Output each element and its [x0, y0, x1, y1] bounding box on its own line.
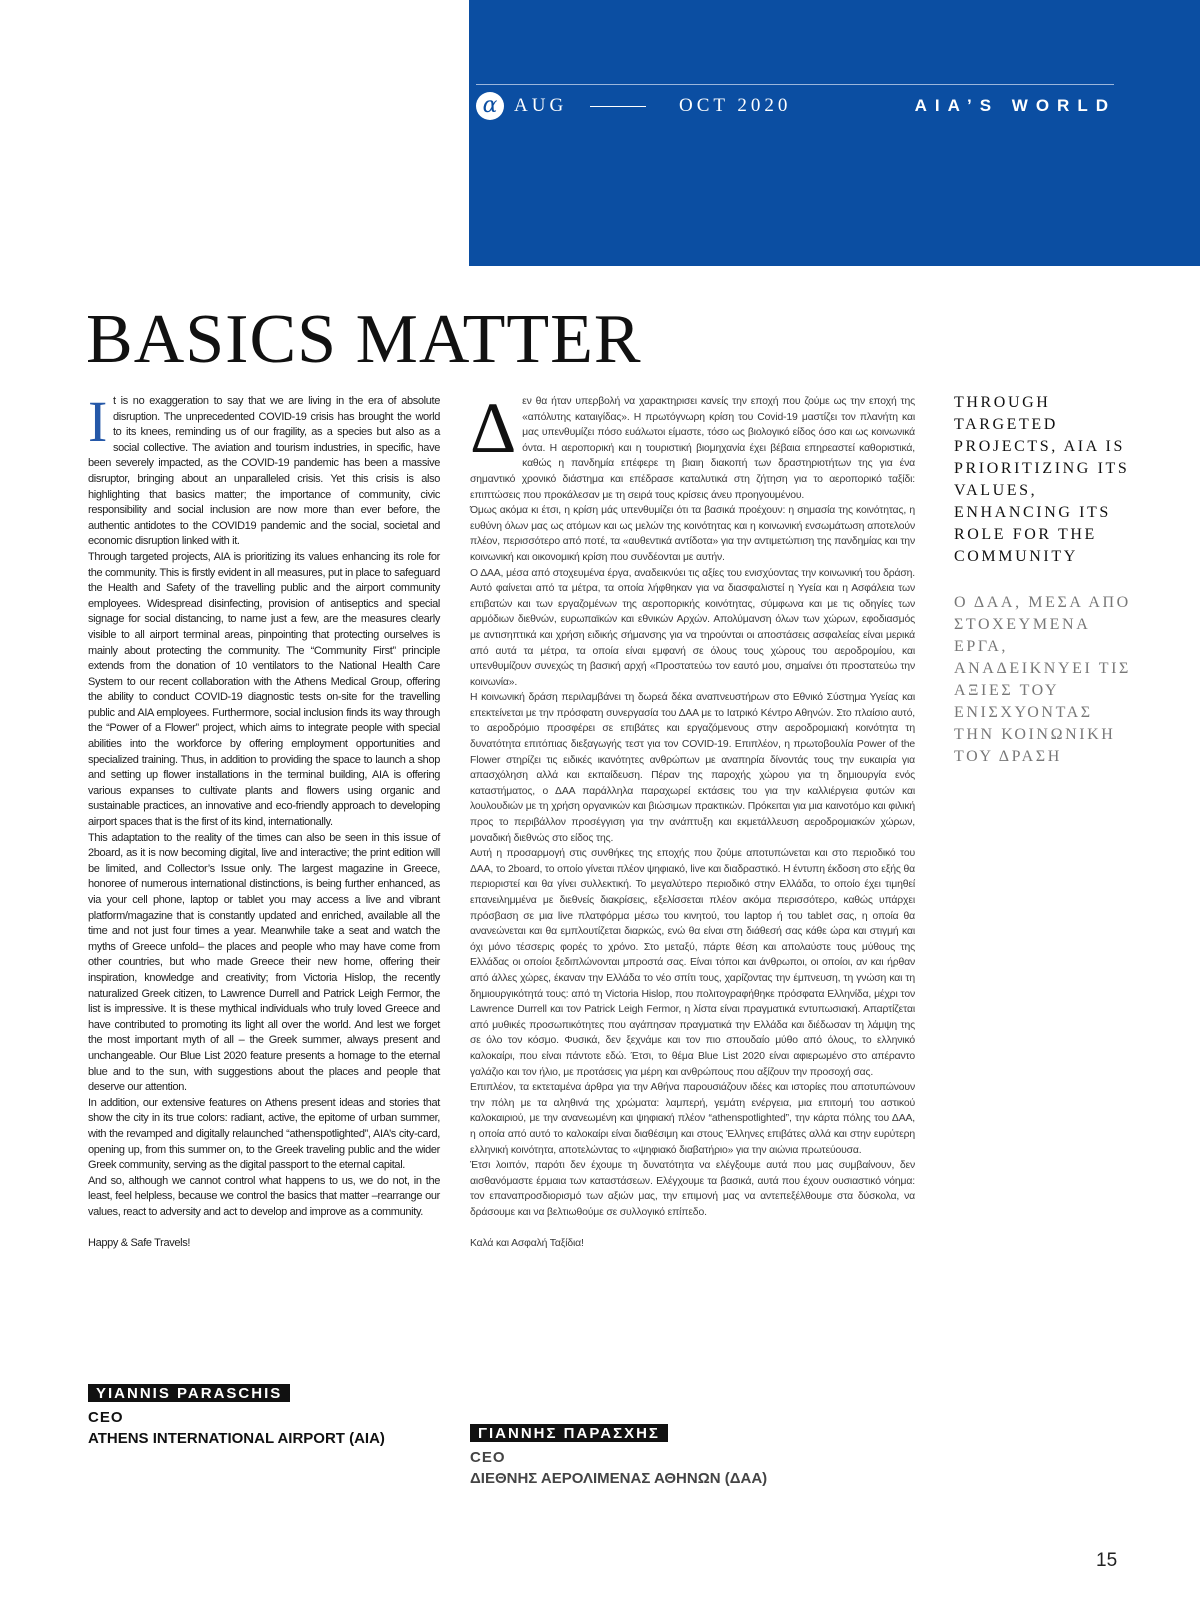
greek-dropcap: Δ [470, 388, 517, 468]
english-author-role: CEO [88, 1409, 124, 1426]
greek-pull-quote: Ο ΔΑΑ, ΜΕΣΑ ΑΠΟ ΣΤΟΧΕΥΜΕΝΑ ΕΡΓΑ, ΑΝΑΔΕΙΚΝΥΕΙ ΤΙΣ ΑΞΙΕΣ ΤΟΥ ΕΝΙΣΧΥΟΝΤΑΣ ΤΗΝ ΚΟΙΝΩΝΙΚΗ ΤΟΥ ΔΡΑΣΗ [954, 594, 1131, 765]
english-paragraph-text: t is no exaggeration to say that we are living in the era of absolute disruption. The unprecedented COVID-19 crisis has brought the world to its knees, reminding us of our fragility, as a species but also as a social collective. The aviation and tourism industries, in specific, have been severely impacted, as the COVID-19 pandemic has been a massive disruptor, bringing about an unparalleled crisis. Yet this crisis is also highlighting that basics matter; the importance of community, civic responsibility and social inclusion are now more than ever before, the authentic antidotes to the COVID19 pandemic and the social, societal and economic disruption linked with it. [88, 395, 440, 548]
greek-paragraph: Ο ΔΑΑ, μέσα από στοχευμένα έργα, αναδεικνύει τις αξίες του ενισχύοντας την κοινωνική του δράση. Αυτό φαίνεται από τα μέτρα, τα οποία λήφθηκαν για να διασφαλιστεί η Υγεία και η Ασφάλεια των επιβατών και των εργαζομένων της αεροπορικής κοινότητας, σύμφωνα και με τις οδηγίες των αρμόδιων διεθνών, ευρωπαϊκών και εθνικών Αρχών. Απολύμανση όλων των χώρων, εφοδιασμός με αντισηπτικά και χρήση ειδικής σήμανσης για να τηρούνται οι αποστάσεις ασφαλείας είναι μερικά από αυτά τα μέτρα, τα οποία είναι εμφανή σε όλους τους χώρους του αεροδρομίου, και υπενθυμίζουν συνεχώς τη βασική αρχή «Προστατεύω τον εαυτό μου, σημαίνει ότι προστατεύω την κοινωνία». [470, 567, 915, 688]
english-paragraph: And so, although we cannot control what happens to us, we do not, in the least, feel helpless, because we control the basics that matter –rearrange our values, react to adversity and act to develop and improve as a community. [88, 1174, 440, 1218]
english-column [88, 389, 440, 1252]
greek-paragraph: Η κοινωνική δράση περιλαμβάνει τη δωρεά δέκα αναπνευστήρων στο Εθνικό Σύστημα Υγείας και επεκτείνεται με την πρόσφατη συνεργασία του ΔΑΑ με το Ιατρικό Κέντρο Αθηνών. Στο πλαίσιο αυτό, το αεροδρόμιο προσφέρει σε επιβάτες και εργαζόμενους στην αεροδρομιακή κοινότητα τη δυνατότητα επιτόπιας διεξαγωγής τεστ για τον COVID-19. Επιπλέον, η πρωτοβουλία Power of the Flower στηρίζει τις ειδικές ικανότητες ανθρώπων με αναπηρία δίνοντάς τους την ευκαιρία για απασχόληση αλλά και εκπαίδευση. Πέραν της παροχής χώρου για τη δημιουργία ενός καταστήματος, ο ΔΑΑ παράλληλα παραχωρεί εκτάσεις του για την καλλιέργεια φυτών και λουλουδιών με τη χρήση οργανικών και βιώσιμων πρακτικών. Πρόκειται για μια καινοτόμο και φιλική προς το περιβάλλον προσέγγιση για την ανάπτυξη και εκμετάλλευση αεροδρομιακών χώρων, μοναδική διεθνώς στο είδος της. [470, 692, 915, 844]
issue-date-dash [590, 106, 646, 107]
greek-paragraph: Όμως ακόμα κι έτσι, η κρίση μάς υπενθυμίζει ότι τα βασικά προέχουν: η σημασία της κοινότητας, η ευθύνη όλων μας ως ατόμων και ως μελών της κοινότητας και η κοινωνική ενσωμάτωση αποτελούν πλέον, περισσότερο από ποτέ, τα «αυθεντικά αντίδοτα» για την αντιμετώπιση της πανδημίας και την κοινωνική και οικονομική κρίση που συνδέονται με αυτήν. [470, 505, 915, 563]
section-title: AIA’S WORLD [914, 96, 1116, 115]
english-signoff: Happy & Safe Travels! [88, 1237, 191, 1250]
greek-paragraph: Επιπλέον, τα εκτεταμένα άρθρα για την Αθήνα παρουσιάζουν ιδέες και ιστορίες που αποτυπώνουν την πόλη με τα αληθινά της χρώματα: λαμπερή, γεμάτη ενέργεια, μια επιτομή του αστικού καλοκαιριού, με την ανανεωμένη και ψηφιακή πλέον “athenspotlighted”, την κάρτα πόλης του ΔΑΑ, η οποία από αυτό το καλοκαίρι είναι διαθέσιμη και στους Έλληνες επιβάτες αλλά και στην ευρύτερη ελληνική κοινότητα, αποτελώντας το «ψηφιακό διαβατήριο» για την αιώνια πρωτεύουσα. [470, 1082, 915, 1156]
english-paragraph: In addition, our extensive features on Athens present ideas and stories that show the city in its true colors: radiant, active, the epitome of urban summer, with the revamped and digitally relaunched “athenspotlighted”, AIA’s city-card, opening up, from this summer on, to the Greek traveling public and the wider Greek community, serving as the digital passport to the eternal capital. [88, 1096, 440, 1172]
english-author-name: YIANNIS PARASCHIS [88, 1384, 290, 1402]
greek-author-role: CEO [470, 1449, 506, 1466]
issue-month-end: OCT 2020 [679, 95, 792, 116]
header-rule [476, 84, 1114, 85]
greek-paragraph: Έτσι λοιπόν, παρότι δεν έχουμε τη δυνατότητα να ελέγξουμε αυτά που μας συμβαίνουν, δεν αισθανόμαστε έρμαια των καταστάσεων. Ελέγχουμε τα βασικά, αυτά που έχουν ουσιαστικό νόημα: τον επαναπροσδιορισμό των αξιών μας, την επιμονή μας να αντεπεξέλθουμε στα δύσκολα, να δράσουμε και να βελτιωθούμε σε συλλογικό επίπεδο. [470, 1160, 915, 1218]
english-paragraph: Through targeted projects, AIA is prioritizing its values enhancing its role for the community. This is firstly evident in all measures, put in place to safeguard the Health and Safety of the travelling public and the airport community employees. Widespread disinfecting, provision of antiseptics and special signage for social distancing, to name just a few, are the measures clearly visible to all airport terminal areas, pinpointing that protecting ourselves is mainly about protecting the community. The “Community First” principle extends from the donation of 10 ventilators to the National Health Care System to our recent collaboration with the Athens Medical Group, offering the ability to conduct COVID-19 diagnostic tests on-site for the travelling public and AIA employees. Furthermore, social inclusion finds its way through the “Power of a Flower” project, which aims to integrate people with special abilities into the workforce by offering employment opportunities and specialized training. Thus, in addition to providing the space to launch a shop and setting up flower installations in the terminal building, AIA is offering various expanses to cultivate plants and flowers using organic and sustainable practices, an innovative and eco-friendly approach to developing airport spaces that is the first of its kind, internationally. [88, 550, 440, 829]
header-color-band [469, 0, 1200, 266]
greek-signoff: Καλά και Ασφαλή Ταξίδια! [470, 1238, 584, 1250]
greek-paragraph [470, 388, 915, 503]
english-paragraph [88, 389, 440, 550]
issue-month-start: AUG [514, 95, 568, 116]
english-dropcap: I [88, 389, 107, 454]
greek-paragraph: Αυτή η προσαρμογή στις συνθήκες της εποχής που ζούμε αποτυπώνεται και στο περιοδικό του ΔΑΑ, το 2board, το οποίο γίνεται πλέον ψηφιακό, live και διαδραστικό. Η έντυπη έκδοση στο εξής θα περιοριστεί και θα γίνει συλλεκτική. Το μεγαλύτερο περιοδικό στην Ελλάδα, το οποίο έχει τιμηθεί επανειλημμένα με διεθνείς διακρίσεις, εξελίσσεται πλέον ακόμα περισσότερο, καθώς υπάρχει πρόσβαση σε μια live πλατφόρμα μέσω του κινητού, του laptop ή του tablet σας, η οποία θα ανανεώνεται και θα εμπλουτίζεται διαρκώς, ενώ θα είναι στη διάθεσή σας κάθε ώρα και στιγμή και όχι μόνο τέσσερις φορές το χρόνο. Στο μεταξύ, πάρτε θέση και απολαύστε τους μύθους της Ελλάδας οι οποίοι ξεδιπλώνονται μπροστά σας. Είναι τόποι και άνθρωποι, οι οποίοι, αν και ήρθαν από άλλες χώρες, έκαναν την Ελλάδα το νέο σπίτι τους, χαρίζοντας την έμπνευση, τη γνώση και τη δημιουργικότητά τους: από τη Victoria Hislop, που πολιτογραφήθηκε πρόσφατα Ελληνίδα, μέχρι τον Lawrence Durrell και τον Patrick Leigh Fermor, η λίστα είναι πραγματικά εντυπωσιακή. Απαρτίζεται από μυθικές προσωπικότητες που αγάπησαν πραγματικά την Ελλάδα και διέδωσαν τη λάμψη της σε όλο τον κόσμο. Φυσικά, δεν ξεχνάμε και τον πιο σπουδαίο μύθο από όλους, το ελληνικό καλοκαίρι, που είναι πάντοτε εδώ. Έτσι, το θέμα Blue List 2020 είναι αφιερωμένο στο απέραντο γαλάζιο και τον ήλιο, με προτάσεις για μέρη και ανθρώπους που αξίζουν την προσοχή σας. [470, 848, 915, 1078]
english-pull-quote: THROUGH TARGETED PROJECTS, AIA IS PRIORITIZING ITS VALUES, ENHANCING ITS ROLE FOR THE COMMUNITY [954, 394, 1130, 565]
english-signature [88, 1384, 385, 1447]
greek-author-org: ΔΙΕΘΝΗΣ ΑΕΡΟΛΙΜΕΝΑΣ ΑΘΗΝΩΝ (ΔΑΑ) [470, 1470, 768, 1487]
page-number: 15 [1096, 1550, 1118, 1571]
greek-signature [470, 1424, 767, 1487]
english-author-org: ATHENS INTERNATIONAL AIRPORT (AIA) [88, 1430, 385, 1447]
issue-bar [476, 92, 1116, 122]
greek-author-name: ΓΙΑΝΝΗΣ ΠΑΡΑΣΧΗΣ [470, 1424, 668, 1442]
greek-column [470, 388, 915, 1252]
english-paragraph: This adaptation to the reality of the times can also be seen in this issue of 2board, as it is now becoming digital, live and interactive; the print edition will be limited, and Collector’s Issue only. The largest magazine in Greece, honoree of numerous international distinctions, is being further enhanced, as via your cell phone, laptop or tablet you may access a live and vibrant platform/magazine that is constantly updated and enriched, available all the time and not just four times a year. Meanwhile take a seat and watch the myths of Greece unfold– the places and people who may have come from other countries, but who made Greece their new home, offering their inspiration, knowledge and creativity; from Victoria Hislop, the recently naturalized Greek citizen, to Lawrence Durrell and Patrick Leigh Fermor, the list is impressive. It is these mythical individuals who truly loved Greece and have contributed to promoting its light all over the world. And lest we forget the most important myth of all – the Greek summer, always present and unchangeable. Our Blue List 2020 feature presents a homage to the eternal blue and to the sun, with suggestions about the places and people that deserve our attention. [88, 831, 440, 1094]
magazine-logo-icon: α [476, 92, 504, 120]
greek-paragraph-text: εν θα ήταν υπερβολή να χαρακτηρισει κανείς την εποχή που ζούμε ως την εποχή της «απόλυτης καταιγίδας». Η πρωτόγνωρη κρίση του Covid-19 μαστίζει τον πλανήτη και μας υπενθυμίζει πόσο ευάλωτοι είμαστε, τόσο ως βιολογικό είδος όσο και ως κοινωνικά όντα. Η αεροπορική και η τουριστική βιομηχανία έχει βέβαια επηρεαστεί καθοριστικά, καθώς η πανδημία επέφερε τη βιαιη διακοπή των δραστηριοτήτων της για ένα σημαντικό χρονικό διάστημα και επέδρασε καταλυτικά στη ζήτηση για το αεροπορικό ταξίδι: επιπτώσεις που προκάλεσαν με τη σειρά τους κρίσεις άνευ προηγουμένου. [470, 396, 915, 501]
article-headline: BASICS MATTER [86, 301, 642, 378]
